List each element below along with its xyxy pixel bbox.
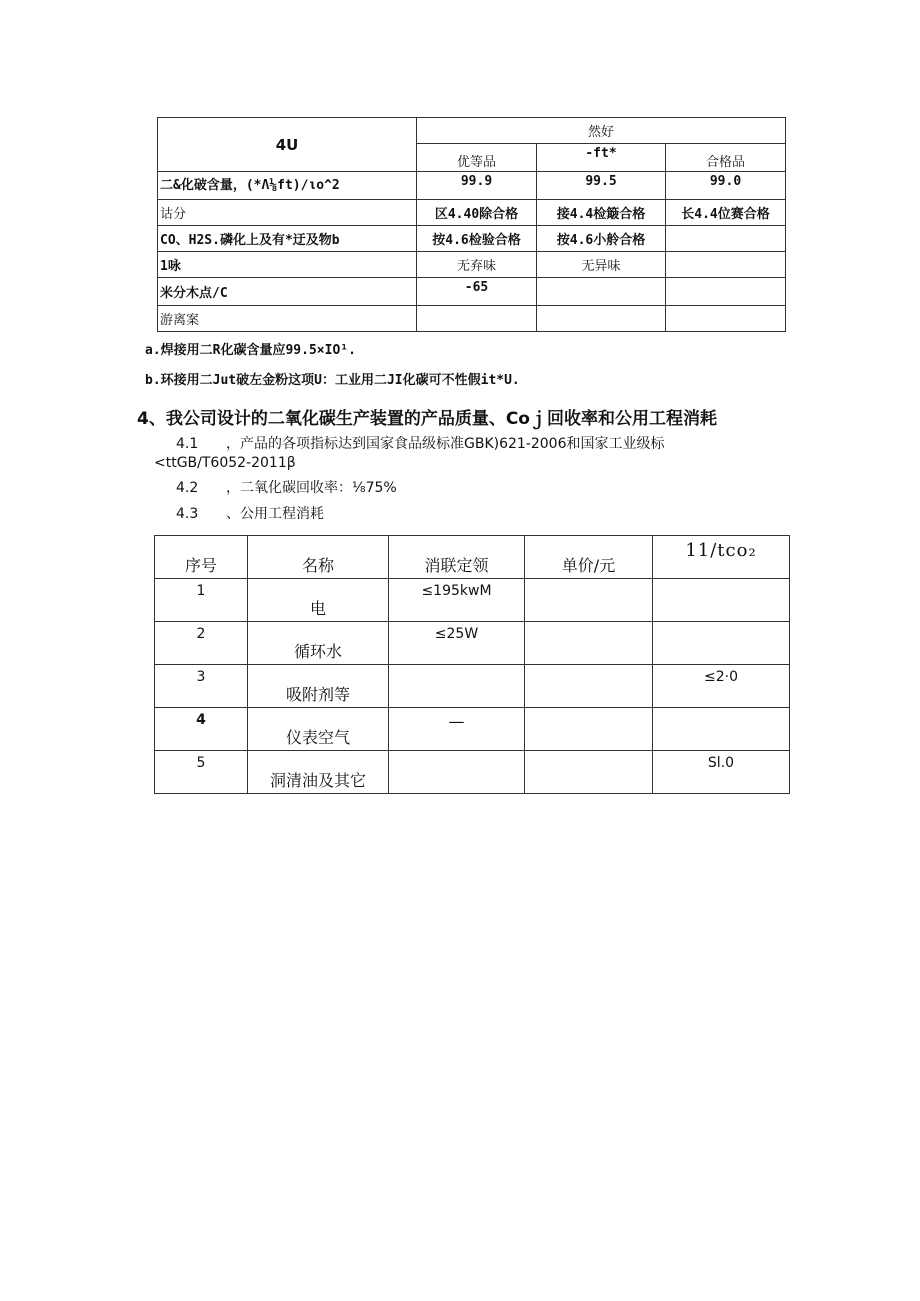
cell-quota: ≤25W (389, 622, 525, 665)
cell-price (525, 622, 653, 665)
table1-row-label: 诂分 (158, 200, 417, 226)
cell-price (525, 708, 653, 751)
paragraph-text: ，产品的各项指标达到国家食品级标准GBK)621-2006和国家工业级标 (226, 436, 665, 452)
table-row (158, 226, 786, 252)
table1-row-label: CO、H2S.磷化上及有*迂及物b (158, 226, 417, 252)
header-serial: 序号 (155, 536, 248, 579)
table1-header-group: 然好 (417, 118, 786, 144)
header-name: 名称 (248, 536, 389, 579)
cell-price (525, 751, 653, 794)
cell-serial: 5 (155, 751, 248, 794)
paragraph-text: <ttGB∕T6052-2011β (154, 455, 296, 471)
table1-cell: -65 (417, 278, 537, 306)
table1-cell: 按4.6检验合格 (417, 226, 537, 252)
header-per-ton: 11∕tco₂ (653, 536, 790, 579)
table1-grade-2: -ft* (537, 144, 666, 172)
table1-cell: 无弃味 (417, 252, 537, 278)
table-row (158, 172, 786, 200)
paragraph-number: 4.3 (176, 506, 199, 522)
cell-serial: 1 (155, 579, 248, 622)
note-b (145, 369, 520, 388)
table1-cell (666, 278, 786, 306)
paragraph-4-2 (176, 477, 397, 497)
cell-per-ton (653, 622, 790, 665)
table1-cell: 长4.4位赛合格 (666, 200, 786, 226)
paragraph-number: 4.2 (176, 480, 199, 496)
table1-cell: 区4.40除合格 (417, 200, 537, 226)
table-row (158, 278, 786, 306)
product-quality-table (157, 117, 786, 332)
table-row (155, 665, 790, 708)
table1-cell (537, 306, 666, 332)
table-row (155, 622, 790, 665)
table1-cell: 99.5 (537, 172, 666, 200)
table1-cell (666, 252, 786, 278)
cell-quota (389, 665, 525, 708)
cell-price (525, 665, 653, 708)
table1-cell: 无异味 (537, 252, 666, 278)
table1-cell (537, 278, 666, 306)
table1-row-label: 二&化破含量，(*Λ⅛ft)∕ιo^2 (158, 172, 417, 200)
table1-grade-1: 优等品 (417, 144, 537, 172)
table-row (155, 708, 790, 751)
table1-cell (666, 226, 786, 252)
table1-cell: 99.0 (666, 172, 786, 200)
cell-serial: 4 (155, 708, 248, 751)
table1-row-label: 1咏 (158, 252, 417, 278)
paragraph-number: 4.1 (176, 436, 199, 452)
cell-name: 仪表空气 (248, 708, 389, 751)
cell-quota: — (389, 708, 525, 751)
cell-price (525, 579, 653, 622)
cell-per-ton (653, 708, 790, 751)
table1-header-item: 4U (158, 118, 417, 172)
note-a (145, 339, 356, 358)
table-row (158, 252, 786, 278)
cell-per-ton: Sl.0 (653, 751, 790, 794)
header-price: 单价/元 (525, 536, 653, 579)
table-row (155, 751, 790, 794)
table-row (158, 306, 786, 332)
table1-cell (417, 306, 537, 332)
utility-consumption-table (154, 535, 790, 794)
table-row (158, 200, 786, 226)
table-row (155, 579, 790, 622)
cell-serial: 2 (155, 622, 248, 665)
cell-name: 循环水 (248, 622, 389, 665)
cell-quota (389, 751, 525, 794)
table-header-row (155, 536, 790, 579)
table1-row-label: 游离案 (158, 306, 417, 332)
table1-grade-3: 合格品 (666, 144, 786, 172)
cell-name: 电 (248, 579, 389, 622)
cell-per-ton (653, 579, 790, 622)
header-quota: 消联定领 (389, 536, 525, 579)
table1-cell: 99.9 (417, 172, 537, 200)
note-a-text: a.焊接用二R化碳含量应99.5×IO¹. (145, 343, 356, 358)
table1-cell (666, 306, 786, 332)
table1-cell: 按4.6小舲合格 (537, 226, 666, 252)
paragraph-text: 、公用工程消耗 (226, 506, 324, 522)
cell-name: 洞清油及其它 (248, 751, 389, 794)
cell-name: 吸附剂等 (248, 665, 389, 708)
note-b-text: b.环接用二Jut破左金粉这项U：工业用二JI化碳可不性假it*U. (145, 373, 520, 388)
section-heading: 4、我公司设计的二氧化碳生产装置的产品质量、Coｊ回收率和公用工程消耗 (137, 409, 717, 429)
paragraph-text: ，二氧化碳回收率：⅛75% (226, 480, 397, 496)
table1-cell: 接4.4检簸合格 (537, 200, 666, 226)
paragraph-4-1 (176, 433, 665, 453)
paragraph-4-1-cont (154, 455, 296, 471)
cell-per-ton: ≤2·0 (653, 665, 790, 708)
table1-row-label: 米分木点/C (158, 278, 417, 306)
cell-quota: ≤195kwM (389, 579, 525, 622)
cell-serial: 3 (155, 665, 248, 708)
paragraph-4-3 (176, 503, 324, 523)
